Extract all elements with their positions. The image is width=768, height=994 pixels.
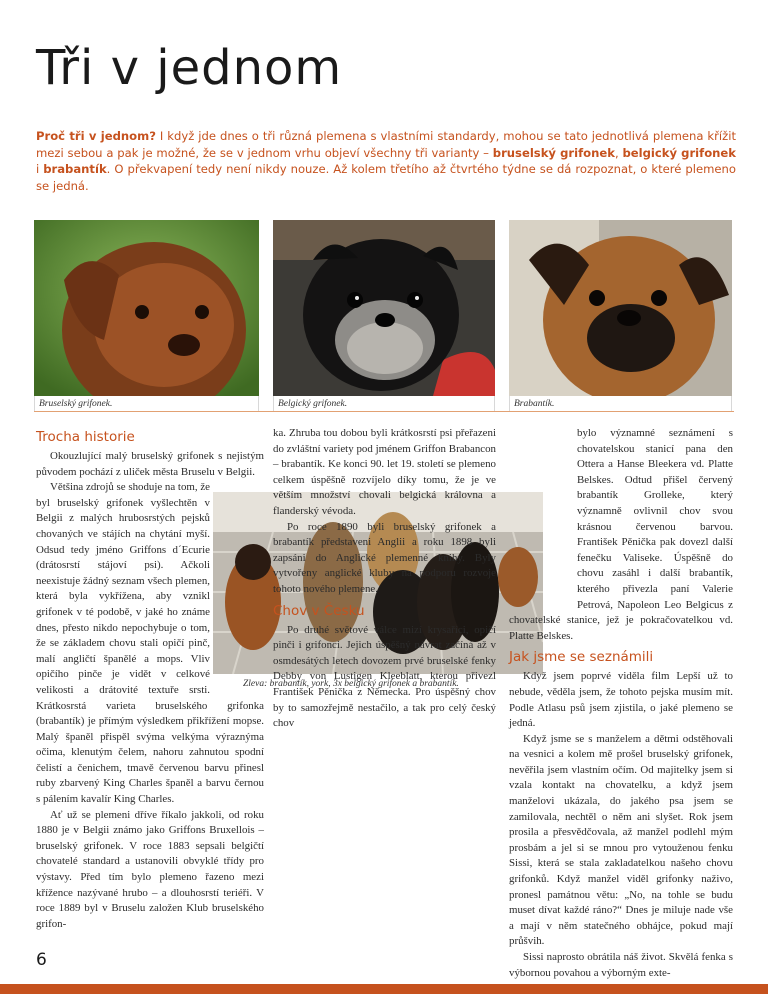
group-photo-caption: Zleva: brabantík, york, 3x belgický grifonek a brabantík. — [213, 674, 543, 694]
column-3 — [509, 426, 733, 981]
paragraph: ka. Zhruba tou dobou byli krátkosrstí psi přeřazeni do zvláštní variety pod jménem Griffon Brabancon – brabantík. Ke konci 90. let 19. století se plemeno celkem úspěšně rozvíjelo díky tomu, že je ve větším množství chovali belgická královna a flanderský vévoda. — [273, 427, 496, 517]
photo-caption: Bruselský grifonek. — [34, 396, 259, 412]
photo-bruselsky-grifonek — [34, 220, 259, 412]
paragraph: Když jsme se s manželem a dětmi odstěhovali na vesnici a kolem mě prošel bruselský grifonek, nevěřila jsem vlastním očím. Od majitelky jsem si vzala kontakt na chovatelku, a když jsem manželovi ukázala, do jakého psa jsem se zamilovala, nechtěl o něm ani slyšet. Rok jsem prosila a přesvědčovala, až manžel podlehl mým prosbám a jel si se mnou pro vytouženou fenku Sissi, která se stala zakladatelkou našeho chovu grifonků. Když manžel viděl grifonky naživo, pronesl památnou větu: „No, na tohle se budu muset dívat každé ráno?“ Dnes je miluje nade vše a mají v něm statečného obhájce, pokud mají průšvih. — [509, 732, 733, 948]
heading-jak-jsme-se-seznamili: Jak jsme se seznámili — [509, 649, 654, 666]
dog-photo-icon — [509, 220, 732, 396]
heading-chov-v-cesku: Chov v Česku — [273, 602, 365, 619]
paragraph: Po roce 1890 byli bruselský grifonek a brabantík představeni Anglii a roku 1898 byli zapsáni do Anglické plemenné knihy. Byly vytvořeny anglické kluby na podporu rozvoje tohoto nového plemene. — [273, 520, 496, 595]
dog-photo-icon — [34, 220, 259, 396]
bottom-accent-bar — [0, 984, 768, 994]
float-spacer — [210, 502, 264, 698]
photo-brabantik — [509, 220, 732, 412]
paragraph: Po druhé světové válce mizí krysaříci, opičí pinči i grifonci. Jejich úspěšný návrat začíná až v osmdesátých letech dovozem prvé bruselské fenky Debby von Lustigen Kleeblatt, kterou přivezl František Pěnička z Německa. Pro úspěšný chov by to samozřejmě nestačilo, a tak pro celý český chov — [273, 623, 496, 730]
lead-text: , — [614, 145, 623, 160]
paragraph: Okouzlující malý bruselský grifonek s nejistým původem pochází z uliček města Bruselu v Belgii. — [36, 450, 264, 478]
lead-text: I když jde dnes o tři různá plemena s vlastními standardy, mohou se tato jednotlivá plemena křížit mezi sebou a pak je možné, že se v jednom vrhu objeví všechny tři varianty – — [36, 129, 736, 160]
lead-question: Proč tři v jednom? — [36, 129, 156, 143]
paragraph: Většina zdrojů se shoduje na tom, že byl bruselský grifonek vyšlechtěn v Belgii z malých hrubosrstých pejsků chovaných ve stájích na chytání myší. Odsud tedy jméno Griffons d´Ecurie (drátosrstí stájoví psi). Ačkoli neexistuje žádný seznam všech plemen, která byla vykřížena, aby vznikl grifonek v té podobě, v jaké ho známe dnes, přesto nikdo nepochybuje o tom, že se základem chovu stali opičí pinč, malí angličtí španělé a mops. Vliv opičího pinče je vidět v celkové velikosti a drátovité textuře srsti. Krátkosrstá varieta bruselského grifonka (brabantík) je přímým výsledkem přikřížení mopse. Malý španěl přispěl svýma velkýma výraznýma očima, klenutým čelem, nahoru zahnutou spodní čelistí a čenichem, tmavě červenou barvu přinesl ruby zbarvený King Charles španěl a barvu černou s pálením kavalír King Charles. — [36, 481, 264, 806]
lead-breed-3: brabantík — [43, 162, 107, 176]
photo-caption: Belgický grifonek. — [273, 396, 495, 412]
float-spacer — [509, 476, 577, 602]
photo-caption: Brabantík. — [509, 396, 732, 412]
lead-breed-2: belgický grifonek — [622, 145, 736, 160]
paragraph: Ať už se plemeni dříve říkalo jakkoli, od roku 1880 je v Belgii známo jako Griffons Bruxellois – bruselský grifonek. V roce 1883 sepsali belgičtí chovatelé standard a ustanovili obvyklé třídy pro výstavy. Před tím bylo plemeno řazeno mezi křížence nazývané hrubo – a dlouhosrstí teriéři. V roce 1889 byl v Bruselu založen Klub bruselského grifon- — [36, 808, 264, 930]
heading-trocha-historie: Trocha historie — [36, 429, 135, 445]
photo-belgicky-grifonek — [273, 220, 495, 412]
page-title: Tři v jednom — [36, 40, 343, 96]
section-divider — [34, 411, 734, 412]
page-number: 6 — [36, 950, 47, 970]
column-1 — [36, 424, 264, 932]
lead-text: i — [36, 162, 44, 176]
paragraph: Když jsem poprvé viděla film Lepší už to nebude, věděla jsem, že tohoto pejska musím mít. Podle Atlasu psů jsem zjistila, o jaké plemeno se jedná. — [509, 670, 733, 730]
paragraph: Sissi naprosto obrátila náš život. Skvělá fenka s výbornou povahou a výborným exte- — [509, 951, 733, 979]
dog-photo-icon — [273, 220, 495, 396]
lead-paragraph — [36, 128, 736, 194]
lead-text: . O překvapení tedy není nikdy nouze. Až kolem třetího až čtvrtého týdne se dá rozpoznat, o které plemeno se jedná. — [36, 162, 736, 193]
lead-breed-1: bruselský grifonek — [492, 145, 615, 160]
paragraph: bylo významné seznámení s chovatelskou stanicí pana den Ottera a Hanse Bleekera vd. Platte Belskes. Odtud přišel červený brabantík Grolleke, který významně ovlivnil chov svou krásnou červenou barvou. František Pěnička pak dovezl další fenečku Valiseke. Úspěšně do chovu zasáhl i další brabantík, kterého přivezla paní Valerie Petrová, Napoleon Leo Belgicus z chovatelské stanice, jež je pokračovatelkou vd. Platte Belskes. — [509, 427, 733, 642]
column-2 — [273, 426, 496, 732]
